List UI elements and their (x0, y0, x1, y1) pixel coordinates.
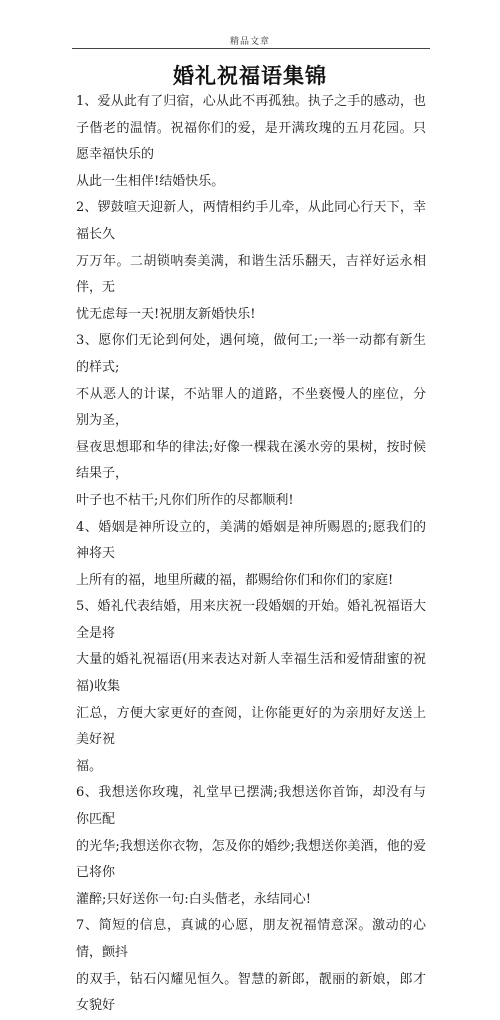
paragraph-5: 5、婚礼代表结婚，用来庆祝一段婚姻的开始。婚礼祝福语大全是将 大量的婚礼祝福语(用来表达对新人幸福生活和爱情甜蜜的祝福)收集 汇总，方便大家更好的查阅，让你能更好的为亲朋好友送上美好祝 福。 (76, 599, 426, 774)
running-header: 精品文章 (229, 37, 270, 47)
paragraph-7: 7、简短的信息，真诚的心愿，朋友祝福情意深。激动的心情，颤抖 的双手，钻石闪耀见恒久。智慧的新郎，靓丽的新娘，郎才女貌好 (76, 918, 426, 1014)
document-body (76, 89, 426, 1020)
header-divider (72, 48, 430, 49)
document-title: 婚礼祝福语集锦 (173, 63, 327, 88)
paragraph-2: 2、锣鼓喧天迎新人，两情相约手儿牵，从此同心行天下，幸福长久 万万年。二胡锁呐奏美满，和谐生活乐翻天，吉祥好运永相伴，无 忧无虑每一天!祝朋友新婚快乐! (76, 200, 426, 322)
paragraph-4: 4、婚姻是神所设立的，美满的婚姻是神所赐恩的;愿我们的神将天 上所有的福，地里所藏的福，都赐给你们和你们的家庭! (76, 519, 426, 588)
paragraph-3: 3、愿你们无论到何处，遇何境，做何工;一举一动都有新生的样式; 不从恶人的计谋，不站罪人的道路，不坐亵慢人的座位，分别为圣， 昼夜思想耶和华的律法;好像一棵栽在溪水旁的果树，按时候结果子， 叶子也不枯干;凡你们所作的尽都顺利! (76, 333, 426, 508)
paragraph-1: 1、爱从此有了归宿，心从此不再孤独。执子之手的感动，也子偕老的温情。祝福你们的爱，是开满玫瑰的五月花园。只愿幸福快乐的 从此一生相伴!结婚快乐。 (76, 94, 426, 189)
paragraph-6: 6、我想送你玫瑰，礼堂早已摆满;我想送你首饰，却没有与你匹配 的光华;我想送你衣物，怎及你的婚纱;我想送你美酒，他的爱已将你 灌醉;只好送你一句:白头偕老，永结同心! (76, 785, 426, 907)
